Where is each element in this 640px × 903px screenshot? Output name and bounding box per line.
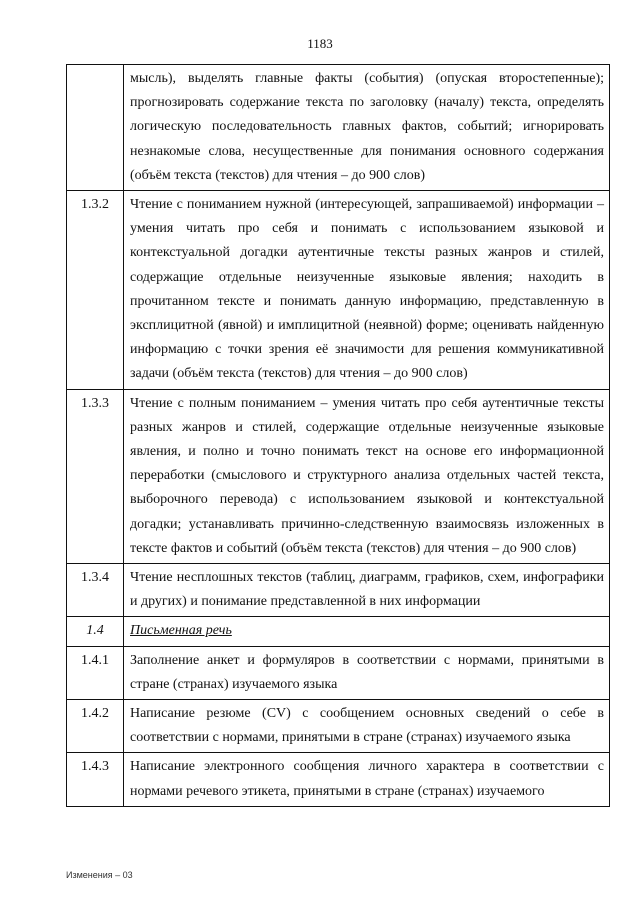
section-title-cell <box>124 617 610 646</box>
row-code: 1.4.2 <box>67 700 124 753</box>
table-row <box>67 389 610 563</box>
section-heading-row <box>67 617 610 646</box>
row-description: Чтение с полным пониманием – умения читать про себя аутентичные тексты разных жанров и стилей, содержащие отдельные неизученные языковые явления, и полно и точно понимать текст на основе его информационной переработки (смыслового и структурного анализа отдельных частей текста, выборочного перевода) с использованием языковой и контекстуальной догадки; устанавливать причинно-следственную взаимосвязь изложенных в тексте фактов и событий (объём текста (текстов) для чтения – до 900 слов) <box>124 389 610 563</box>
table-row <box>67 700 610 753</box>
table-row <box>67 753 610 806</box>
row-code: 1.4.1 <box>67 646 124 699</box>
page-number: 1183 <box>307 36 333 51</box>
row-description: Чтение несплошных текстов (таблиц, диаграмм, графиков, схем, инфографики и других) и понимание представленной в них информации <box>124 564 610 617</box>
table-row <box>67 65 610 191</box>
section-code: 1.4 <box>67 617 124 646</box>
row-code: 1.4.3 <box>67 753 124 806</box>
row-description: мысль), выделять главные факты (события) (опуская второстепенные); прогнозировать содержание текста по заголовку (началу) текста, определять логическую последовательность главных фактов, событий; игнорировать незнакомые слова, несущественные для понимания основного содержания (объём текста (текстов) для чтения – до 900 слов) <box>124 65 610 191</box>
requirements-table <box>66 64 610 807</box>
row-description: Написание электронного сообщения личного характера в соответствии с нормами речевого этикета, принятыми в стране (странах) изучаемого <box>124 753 610 806</box>
row-description: Чтение с пониманием нужной (интересующей, запрашиваемой) информации – умения читать про себя и понимать с использованием языковой и контекстуальной догадки аутентичные тексты разных жанров и стилей, содержащие отдельные неизученные языковые явления; находить в прочитанном тексте и понимать данную информацию, представленную в эксплицитной (явной) и имплицитной (неявной) форме; оценивать найденную информацию с точки зрения её значимости для решения коммуникативной задачи (объём текста (текстов) для чтения – до 900 слов) <box>124 191 610 390</box>
revision-footer: Изменения – 03 <box>66 870 133 880</box>
table-row <box>67 564 610 617</box>
row-code <box>67 65 124 191</box>
row-code: 1.3.2 <box>67 191 124 390</box>
row-code: 1.3.4 <box>67 564 124 617</box>
row-code: 1.3.3 <box>67 389 124 563</box>
row-description: Заполнение анкет и формуляров в соответствии с нормами, принятыми в стране (странах) изучаемого языка <box>124 646 610 699</box>
table-row <box>67 646 610 699</box>
table-row <box>67 191 610 390</box>
section-title: Письменная речь <box>130 623 232 639</box>
row-description: Написание резюме (CV) с сообщением основных сведений о себе в соответствии с нормами, принятыми в стране (странах) изучаемого языка <box>124 700 610 753</box>
